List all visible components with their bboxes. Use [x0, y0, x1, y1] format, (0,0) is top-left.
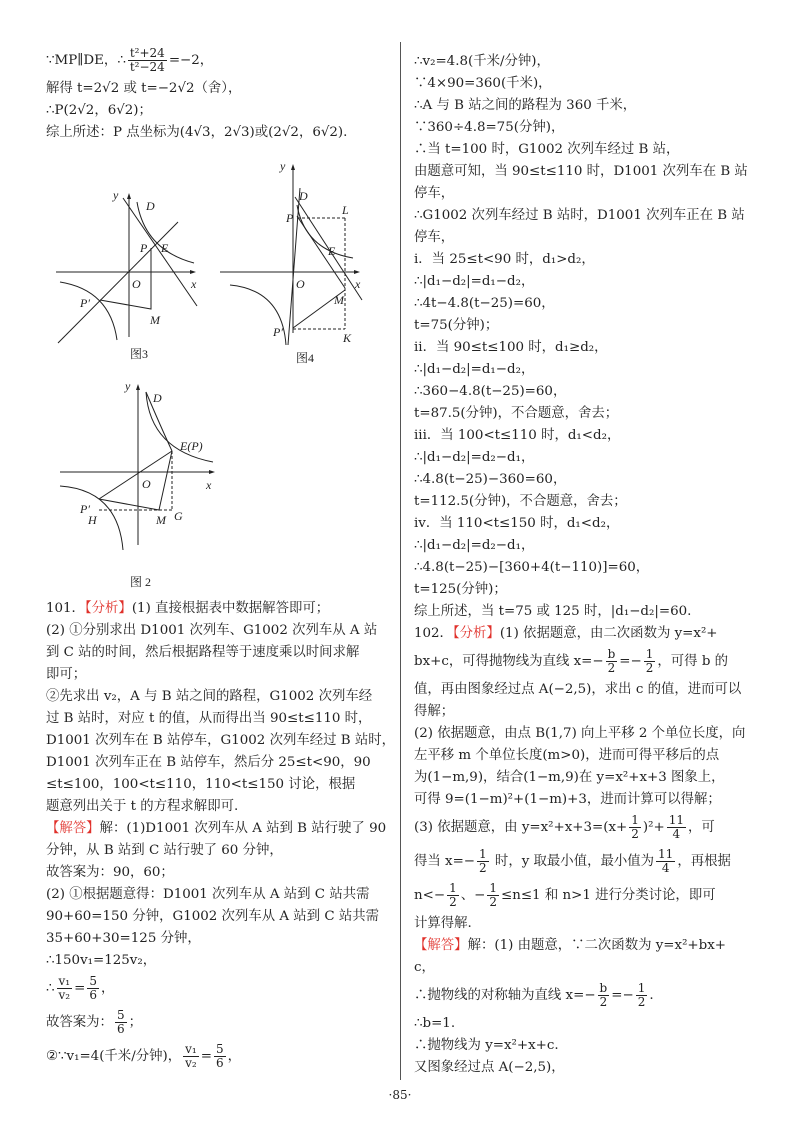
text-segment: 综上所述：P 点坐标为(4√3，2√3)或(2√2，6√2). [46, 125, 348, 140]
text-line [46, 44, 396, 78]
page-number: ·85· [388, 1088, 412, 1102]
fraction-numerator: 11 [668, 813, 684, 827]
fraction-numerator: 11 [658, 847, 674, 861]
text-line [46, 1006, 398, 1040]
text-segment: ii．当 90≤t≤100 时，d₁≥d₂， [414, 340, 608, 355]
fraction [447, 882, 459, 909]
text-segment: ∴抛物线的对称轴为直线 x=− [414, 988, 596, 1003]
text-line [414, 381, 784, 403]
text-line [46, 774, 398, 796]
text-line [414, 1035, 784, 1057]
text-line [414, 183, 784, 205]
text-segment: ∴|d₁−d₂|=d₂−d₁， [414, 450, 535, 465]
text-segment: (3) 依据题意，由 y=x²+x+3=(x+ [414, 820, 628, 835]
text-line [46, 840, 398, 862]
hyperbola-lower [60, 282, 117, 340]
fraction-numerator: 1 [449, 881, 457, 895]
text-line [414, 701, 784, 723]
text-segment: 分钟，从 B 站到 C 站行驶了 60 分钟， [46, 843, 283, 858]
text-line [414, 645, 784, 679]
text-segment: (1) 依据题意，由二次函数为 y=x²+ [499, 626, 718, 641]
text-line [46, 620, 398, 642]
fraction-numerator: t²+24 [129, 46, 165, 60]
text-segment: ≤t≤100，100<t≤110，110<t≤150 讨论，根据 [46, 777, 356, 792]
left-top-text [46, 44, 396, 144]
figure-4 [220, 159, 362, 365]
fraction [606, 648, 618, 675]
fraction [667, 814, 686, 841]
label-e-p: E(P) [180, 439, 203, 453]
label-x: x [191, 277, 197, 291]
text-segment: ∴P(2√2，6√2)； [46, 103, 152, 118]
text-segment: iv．当 110<t≤150 时，d₁<d₂， [414, 516, 620, 531]
text-line [414, 447, 784, 469]
text-line [414, 117, 784, 139]
label-m: M [150, 313, 160, 327]
text-line [414, 161, 784, 183]
line-op [58, 222, 178, 343]
column-divider [400, 42, 401, 1080]
label-h: H [88, 513, 97, 527]
text-line [46, 796, 398, 818]
text-line [414, 271, 784, 293]
label-d: D [299, 189, 308, 203]
text-segment: ∴|d₁−d₂|=d₂−d₁， [414, 538, 535, 553]
section-tag: 【解答】 [414, 938, 468, 953]
fraction-denominator: 2 [607, 661, 616, 675]
text-segment: ∴360−4.8(t−25)=60， [414, 384, 567, 399]
figure-4-caption: 图4 [296, 351, 315, 365]
text-segment: n<− [414, 888, 446, 903]
text-line [414, 73, 784, 95]
fraction-numerator: v₁ [185, 1042, 197, 1056]
text-segment: 停车， [414, 230, 455, 245]
text-segment: ∴4.8(t−25)−[360+4(t−110)]=60， [414, 560, 650, 575]
x-arrow-icon [354, 270, 360, 274]
fraction [636, 982, 648, 1009]
text-segment: ≤n≤1 和 n>1 进行分类讨论，即可 [500, 888, 716, 903]
fraction-numerator: 1 [645, 647, 654, 661]
text-line [46, 752, 398, 774]
text-line [46, 906, 398, 928]
text-line [414, 139, 784, 161]
fraction-numerator: b [607, 647, 616, 661]
fraction [183, 1043, 199, 1070]
fraction-numerator: 1 [479, 847, 487, 861]
label-y: y [113, 188, 119, 202]
text-line [414, 249, 784, 271]
text-segment: 又图象经过点 A(−2,5)， [414, 1060, 565, 1075]
text-segment: . [649, 988, 654, 1003]
label-o: O [142, 477, 151, 491]
text-segment: (1) 直接根据表中数据解答即可； [131, 601, 330, 616]
text-segment: iii．当 100<t≤110 时，d₁<d₂， [414, 428, 621, 443]
text-segment: 101． [46, 601, 85, 616]
fraction-denominator: 4 [672, 827, 681, 841]
text-segment: ， [227, 1049, 241, 1064]
text-line [414, 745, 784, 767]
fraction [477, 848, 489, 875]
text-segment: D1001 次列车在 B 站停车，G1002 次列车经过 B 站时， [46, 733, 396, 748]
text-segment: c， [414, 960, 435, 975]
text-line [46, 972, 398, 1006]
text-segment: D1001 次列车正在 B 站停车，然后分 25≤t<90，90 [46, 755, 371, 770]
text-line [46, 928, 398, 950]
text-line [414, 337, 784, 359]
fraction [629, 814, 641, 841]
text-segment: ∵360÷4.8=75(分钟)， [414, 120, 565, 135]
text-segment: ； [128, 1015, 142, 1030]
label-e: E [328, 244, 336, 258]
text-segment: 得解； [414, 704, 455, 719]
text-segment: =− [619, 654, 642, 669]
text-segment: (2) ①分别求出 D1001 次列车、G1002 次列车从 A 站 [46, 623, 378, 638]
fraction [57, 975, 73, 1002]
text-line [46, 122, 396, 144]
text-line [46, 78, 396, 100]
text-segment: bx+c，可得抛物线为直线 x=− [414, 654, 604, 669]
text-line [414, 811, 784, 845]
text-segment: ∴4t−4.8(t−25)=60， [414, 296, 555, 311]
text-segment: ∴A 与 B 站之间的路程为 360 千米， [414, 98, 637, 113]
text-segment: 停车， [414, 186, 455, 201]
text-segment: t=112.5(分钟)，不合题意，舍去； [414, 494, 627, 509]
text-line [46, 664, 398, 686]
y-arrow-icon [127, 193, 131, 199]
text-line [414, 579, 784, 601]
fraction-denominator: 4 [661, 861, 670, 875]
fraction-denominator: 2 [637, 995, 646, 1009]
fraction-denominator: 2 [449, 895, 457, 909]
text-line [414, 1013, 784, 1035]
label-p: P [286, 211, 294, 225]
text-line [414, 979, 784, 1013]
text-segment: t=125(分钟)； [414, 582, 507, 597]
text-segment: 由题意可知，当 90≤t≤110 时，D1001 次列车在 B 站 [414, 164, 748, 179]
fraction-denominator: v₂ [185, 1056, 197, 1070]
section-tag: 【分析】 [84, 601, 132, 616]
fraction-numerator: b [599, 981, 608, 995]
text-segment: 为(1−m,9)，结合(1−m,9)在 y=x²+x+3 图象上， [414, 770, 725, 785]
label-p-prime: P′ [80, 296, 90, 310]
text-line [414, 293, 784, 315]
fraction [656, 848, 675, 875]
segments-p-prime-m-e [99, 451, 172, 510]
text-line [414, 601, 784, 623]
text-line [414, 1057, 784, 1079]
text-segment: 35+60+30=125 分钟， [46, 931, 201, 946]
fraction-denominator: 6 [89, 988, 97, 1002]
text-segment: ②∵v₁=4(千米/分钟)， [46, 1049, 182, 1064]
fraction [214, 1043, 226, 1070]
text-segment: 题意列出关于 t 的方程求解即可. [46, 799, 239, 814]
text-segment: 解：(1) 由题意，∵二次函数为 y=x²+bx+ [467, 938, 726, 953]
label-p: P [140, 241, 148, 255]
text-segment: 时，y 取最小值，最小值为 [490, 854, 655, 869]
text-segment: ∴v₂=4.8(千米/分钟)， [414, 54, 550, 69]
fraction-denominator: v₂ [58, 988, 71, 1002]
text-line [414, 789, 784, 811]
text-line [46, 100, 396, 122]
text-line [46, 642, 398, 664]
fraction [87, 975, 99, 1002]
fraction-denominator: 2 [631, 827, 639, 841]
y-arrow-icon [291, 164, 295, 170]
fraction-denominator: 6 [215, 1056, 224, 1070]
text-segment: )²+ [642, 820, 665, 835]
section-tag: 【分析】 [452, 626, 500, 641]
text-segment: ∴|d₁−d₂|=d₁−d₂， [414, 362, 535, 377]
segment-p-prime-e [99, 451, 172, 499]
text-segment: ∴G1002 次列车经过 B 站时，D1001 次列车正在 B 站 [414, 208, 745, 223]
text-segment: 值，再由图象经过点 A(−2,5)，求出 c 的值，进而可以 [414, 682, 742, 697]
text-segment: 故答案为： [46, 1015, 113, 1030]
text-segment: 过 B 站时，对应 t 的值，从而得出当 90≤t≤110 时， [46, 711, 372, 726]
text-line [414, 359, 784, 381]
text-line [414, 51, 784, 73]
label-l: L [342, 203, 349, 217]
fraction-denominator: 6 [116, 1022, 125, 1036]
text-segment: 、− [460, 888, 486, 903]
fraction-numerator: 5 [215, 1042, 224, 1056]
label-p-prime: P′ [80, 502, 90, 516]
text-line [414, 845, 784, 879]
text-segment: 即可； [46, 667, 87, 682]
text-line [414, 623, 784, 645]
label-o: O [296, 277, 305, 291]
fraction-numerator: 5 [89, 974, 97, 988]
text-line [414, 879, 784, 913]
label-g: G [174, 509, 183, 523]
figures-3-4 [0, 150, 400, 375]
text-segment: 左平移 m 个单位长度(m>0)，进而可得平移后的点 [414, 748, 720, 763]
label-x: x [206, 478, 212, 492]
text-line [46, 708, 398, 730]
text-line [414, 491, 784, 513]
text-line [414, 767, 784, 789]
fraction-denominator: 2 [645, 661, 654, 675]
text-segment: ∴抛物线为 y=x²+x+c. [414, 1038, 559, 1053]
text-segment: =− [611, 988, 634, 1003]
text-segment: t=75(分钟)； [414, 318, 499, 333]
left-bottom-text [46, 598, 398, 1074]
text-line [414, 425, 784, 447]
x-arrow-icon [209, 470, 215, 474]
figure-2 [0, 375, 400, 590]
text-segment: =−2， [168, 53, 214, 68]
text-segment: ∴ [46, 981, 55, 996]
text-segment: ∴b=1. [414, 1016, 456, 1031]
label-m: M [334, 293, 344, 307]
text-segment: ，再根据 [677, 854, 731, 869]
text-segment: 90+60=150 分钟，G1002 次列车从 A 站到 C 站共需 [46, 909, 379, 924]
fraction-numerator: 1 [631, 813, 639, 827]
text-segment: 计算得解. [414, 916, 472, 931]
section-tag: 【解答】 [46, 821, 100, 836]
fraction-denominator: t²−24 [129, 60, 165, 74]
text-segment: (2) 依据题意，由点 B(1,7) 向上平移 2 个单位长度，向 [414, 726, 746, 741]
fraction [644, 648, 656, 675]
text-segment: 综上所述，当 t=75 或 125 时，|d₁−d₂|=60. [414, 604, 692, 619]
text-segment: ∴当 t=100 时，G1002 次列车经过 B 站， [414, 142, 680, 157]
figure-2-caption: 图 2 [130, 575, 152, 589]
text-segment: ，可得 b 的 [657, 654, 729, 669]
label-d: D [153, 391, 162, 405]
text-line [46, 818, 398, 840]
fraction-denominator: 2 [479, 861, 487, 875]
text-line [414, 723, 784, 745]
text-line [414, 227, 784, 249]
right-column-text [414, 51, 784, 1079]
fraction [487, 882, 499, 909]
text-line [46, 884, 398, 906]
text-line [46, 730, 398, 752]
label-x: x [355, 277, 361, 291]
text-segment: 解：(1)D1001 次列车从 A 站到 B 站行驶了 90 [99, 821, 387, 836]
text-line [414, 315, 784, 337]
x-arrow-icon [190, 270, 196, 274]
text-line [46, 686, 398, 708]
label-d: D [146, 199, 155, 213]
text-segment: 到 C 站的时间，然后根据路程等于速度乘以时间求解 [46, 645, 360, 660]
text-segment: ∴|d₁−d₂|=d₁−d₂， [414, 274, 535, 289]
y-arrow-icon [136, 384, 140, 390]
text-line [414, 469, 784, 491]
text-line [414, 205, 784, 227]
text-segment: ， [101, 981, 115, 996]
text-segment: ∵MP∥DE，∴ [46, 53, 126, 68]
text-line [414, 535, 784, 557]
fraction-numerator: 1 [489, 881, 497, 895]
text-line [414, 679, 784, 701]
text-segment: ∴150v₁=125v₂， [46, 953, 157, 968]
text-line [414, 403, 784, 425]
text-line [414, 935, 784, 957]
text-line [46, 1040, 398, 1074]
text-segment: i．当 25≤t<90 时，d₁>d₂， [414, 252, 595, 267]
text-segment: ∵4×90=360(千米)， [414, 76, 552, 91]
text-segment: = [200, 1049, 212, 1064]
figure-3 [56, 188, 197, 361]
text-line [414, 913, 784, 935]
text-segment: 故答案为：90，60； [46, 865, 174, 880]
fraction [598, 982, 610, 1009]
fraction-numerator: 1 [637, 981, 646, 995]
text-line [46, 862, 398, 884]
text-line [414, 95, 784, 117]
fraction-numerator: v₁ [58, 974, 71, 988]
text-segment: t=87.5(分钟)，不合题意，舍去； [414, 406, 619, 421]
text-segment: 102． [414, 626, 453, 641]
text-segment: 得当 x=− [414, 854, 476, 869]
label-y: y [280, 159, 286, 173]
text-segment: ②先求出 v₂，A 与 B 站之间的路程，G1002 次列车经 [46, 689, 373, 704]
text-segment: = [74, 981, 86, 996]
text-line [46, 950, 398, 972]
fraction [115, 1009, 127, 1036]
label-e: E [161, 241, 169, 255]
label-m: M [156, 513, 166, 527]
text-line [414, 557, 784, 579]
fraction-denominator: 2 [599, 995, 608, 1009]
text-line [414, 513, 784, 535]
fraction [128, 47, 167, 74]
label-y: y [125, 379, 131, 393]
figure-3-caption: 图3 [130, 347, 149, 361]
text-line [414, 957, 784, 979]
text-line [46, 598, 398, 620]
fraction-numerator: 5 [116, 1008, 125, 1022]
label-k: K [343, 331, 352, 345]
text-segment: 解得 t=2√2 或 t=−2√2（舍）， [46, 81, 242, 96]
text-segment: 可得 9=(1−m)²+(1−m)+3，进而计算可以得解； [414, 792, 721, 807]
fraction-denominator: 2 [489, 895, 497, 909]
text-segment: (2) ①根据题意得：D1001 次列车从 A 站到 C 站共需 [46, 887, 370, 902]
label-o: O [132, 277, 141, 291]
text-segment: ∴4.8(t−25)−360=60， [414, 472, 567, 487]
label-p-prime: P′ [273, 325, 283, 339]
text-segment: ，可 [688, 820, 715, 835]
